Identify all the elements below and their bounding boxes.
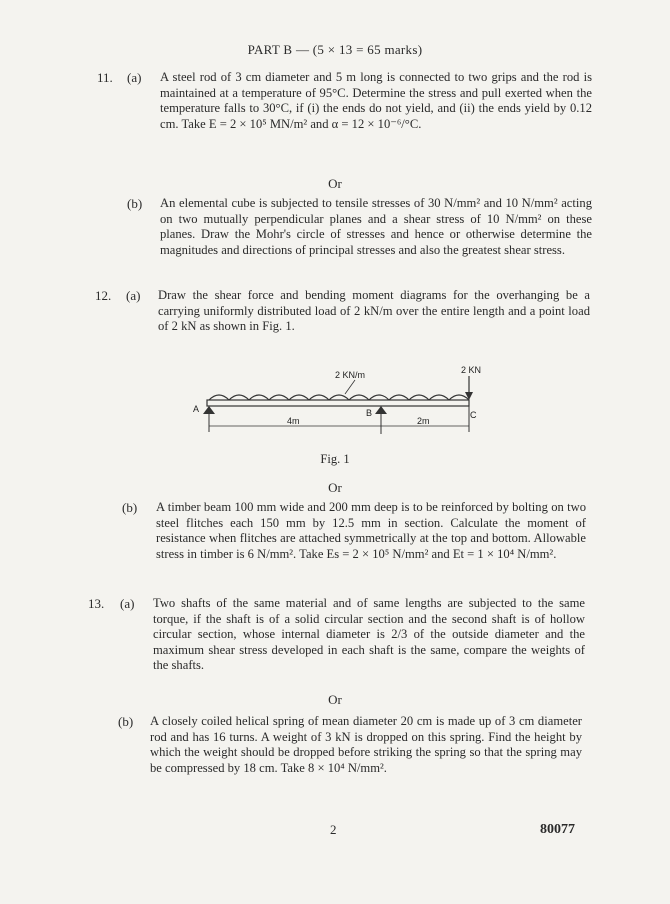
part-label-13a: (a) [120,596,135,611]
question-12a-text: Draw the shear force and bending moment diagrams for the overhanging be a carrying uniformly distributed load of 2 kN/m over the entire length and a point load of 2 kN as shown in Fig. 1. [158,288,590,334]
question-11a-text: A steel rod of 3 cm diameter and 5 m long is connected to two grips and the rod is maintained at a temperature of 95°C. Determine the stress and pull exerted when the temperature falls to 30°C, if (i) the ends do not yield, and (ii) the ends yield by 0.12 cm. Take E = 2 × 10⁵ MN/m² and α = 12 × 10⁻⁶/°C. [160,70,592,131]
question-13a-text: Two shafts of the same material and of same lengths are subjected to the same torque, if the shaft is of a solid circular section and the second shaft is of hollow circular section, whose internal diameter is 2/3 of the outside diameter and the maximum shear stress developed in each shaft is the same, compare the weights of the shafts. [153,596,585,673]
part-label-12a: (a) [126,288,141,303]
or-divider-12: Or [328,480,342,495]
paper-code: 80077 [540,822,575,837]
part-label-11b: (b) [127,196,143,211]
page-number: 2 [330,822,337,837]
fig-1-beam-diagram [185,360,505,436]
part-label-12b: (b) [122,500,138,515]
span-bc-label: 2m [417,416,430,426]
or-divider-11: Or [328,176,342,191]
udl-leader-line [345,380,355,394]
part-heading: PART B — (5 × 13 = 65 marks) [247,42,423,57]
end-c-label: C [470,410,477,420]
beam [207,400,469,406]
question-12b-text: A timber beam 100 mm wide and 200 mm deep is to be reinforced by bolting on two steel flitches each 150 mm by 12.5 mm in section. Calculate the moment of resistance when flitches are attached symmetrically at the top and bottom. Allowable stress in timber is 6 N/mm². Take Es = 2 × 10⁵ N/mm² and Et = 1 × 10⁴ N/mm². [156,500,586,561]
support-b-label: B [366,408,373,418]
question-13b-text: A closely coiled helical spring of mean diameter 20 cm is made up of 3 cm diameter rod and has 16 turns. A weight of 3 kN is dropped on this spring. Find the height by which the weight should be dropped before striking the spring so that the spring may be compressed by 18 cm. Take 8 × 10⁴ N/mm². [150,714,582,775]
part-label-13b: (b) [118,714,134,729]
part-label-11a: (a) [127,70,142,85]
udl-label: 2 KN/m [335,370,366,380]
support-a-triangle [203,406,215,414]
udl-load-curve [209,395,469,400]
support-b-triangle [375,406,387,414]
question-11b-text: An elemental cube is subjected to tensile stresses of 30 N/mm² and 10 N/mm² acting on two mutually perpendicular planes and a shear stress of 10 N/mm² on these planes. Draw the Mohr's circle of stresses and hence or otherwise determine the magnitudes and directions of principal stresses and also the greatest shear stress. [160,196,592,257]
question-number-11: 11. [97,70,113,85]
point-load-label: 2 KN [461,365,482,375]
question-number-13: 13. [88,596,105,611]
span-ab-label: 4m [287,416,300,426]
question-number-12: 12. [95,288,112,303]
point-load-arrowhead [465,392,473,400]
figure-caption: Fig. 1 [320,452,350,466]
support-a-label: A [193,404,200,414]
or-divider-13: Or [328,692,342,707]
